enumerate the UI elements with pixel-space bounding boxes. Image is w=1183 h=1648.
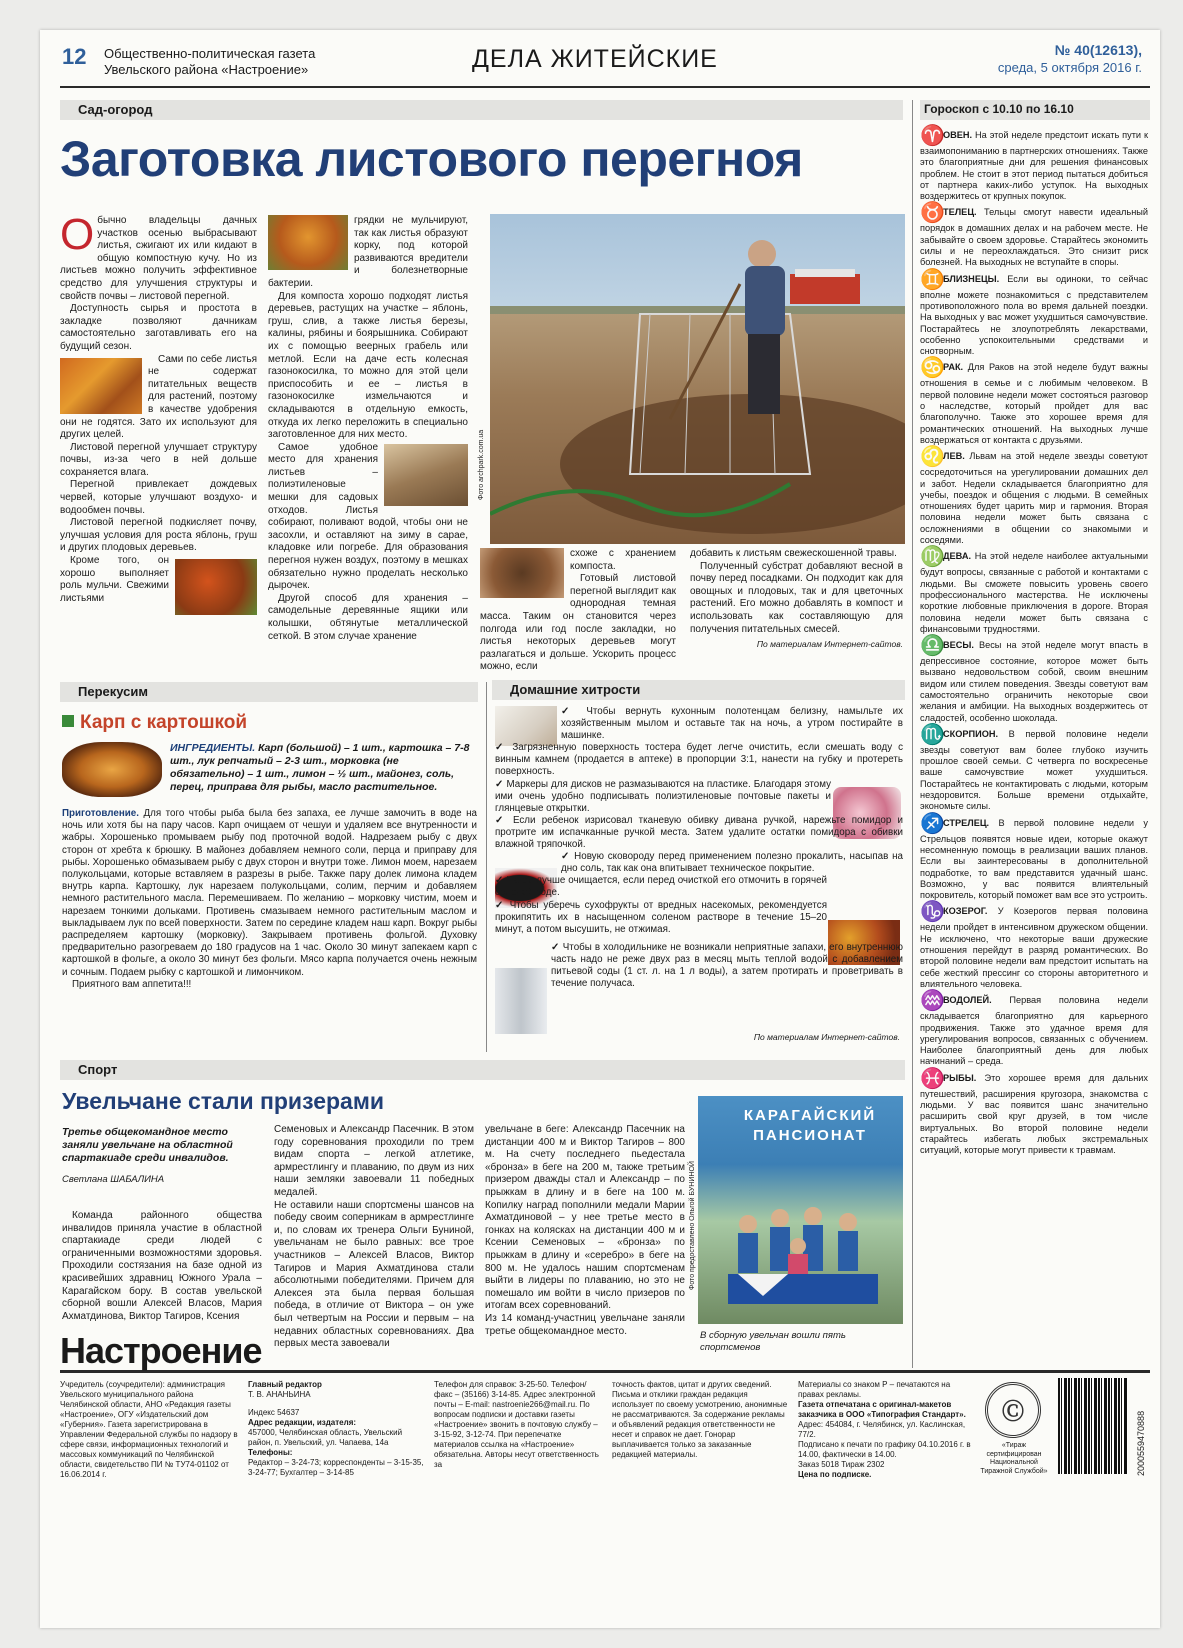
garden-paragraph: Кроме того, он хорошо выполняет роль мульчи. Свежими листьями bbox=[60, 555, 169, 604]
zodiac-sign-name: СКОРПИОН. bbox=[943, 728, 999, 739]
advert-note: Материалы со знаком Р – печатаются на правах рекламы. bbox=[798, 1380, 951, 1399]
checkmark-icon: ✓ bbox=[551, 941, 563, 953]
signed-to-print: Подписано к печати по графику 04.10.2016 г. в 14.00, фактически в 14.00. bbox=[798, 1440, 971, 1459]
checkmark-icon: ✓ bbox=[561, 706, 587, 717]
photo-man-raking-leaves bbox=[490, 214, 905, 544]
recipe-closing: Приятного вам аппетита!!! bbox=[72, 978, 192, 990]
tips-list bbox=[495, 706, 903, 990]
editorial-policy: точность фактов, цитат и других сведений. Письма и отклики граждан редакция использует по своему усмотрению, анонимные не рассматриваются. За содержание рекламы и объявлений редакция ответственности не несет и справок не дает. Гонорар выплачивается только за заказанные редакцией материалы. bbox=[612, 1380, 788, 1459]
zodiac-forecast-text: Весы на этой неделе могут впасть в депрессивное состояние, которое может быть вызвано недовольством собой, своим внешним видом или стилем поведения. Звезды советуют вам самостоятельно ограничить некоторые свои желания и амбиции. На выходных воздержитесь от сладостей, особенно шоколада. bbox=[920, 640, 1148, 723]
tip-item bbox=[551, 942, 903, 990]
photo-credit-garden: Фото archpark.com.ua bbox=[478, 429, 485, 500]
garden-paragraph: Готовый листовой перегной выглядит как однородная темная масса. Таким он становится через полгода или год после закладки, но листья некоторых деревьев могут разлагаться и дольше. Ускорить процесс можно, если bbox=[480, 573, 676, 673]
tip-text: Нагар лучше очищается, если перед очисткой его отмочить в горячей соленой воде. bbox=[495, 875, 827, 899]
zodiac-sign-icon: ♍ bbox=[920, 546, 945, 569]
preparation-label: Приготовление. bbox=[62, 808, 139, 819]
zodiac-sign-icon: ♈ bbox=[920, 125, 945, 147]
horoscope-entry bbox=[920, 126, 1148, 202]
rubric-garden: Сад-огород bbox=[60, 100, 903, 120]
checkmark-icon: ✓ bbox=[495, 814, 513, 826]
phones-label: Телефоны: bbox=[248, 1448, 293, 1457]
editor-label: Главный редактор bbox=[248, 1380, 322, 1389]
zodiac-sign-icon: ♏ bbox=[920, 723, 945, 746]
horoscope-entry bbox=[920, 547, 1148, 635]
garden-column-4 bbox=[690, 548, 903, 650]
sport-column-1 bbox=[62, 1210, 262, 1323]
green-square-icon bbox=[62, 715, 74, 727]
section-title: ДЕЛА ЖИТЕЙСКИЕ bbox=[472, 45, 718, 73]
issue-number: № 40(12613), bbox=[1054, 42, 1142, 58]
tip-text: Чтобы в холодильнике не возникали неприятные запахи, его внутреннюю часть надо не реже двух раз в месяц мыть теплой водой с добавлением питьевой соды (1 ст. л. на 1 л воды), а затем протирать и проветривать в течение получаса. bbox=[551, 941, 903, 990]
sport-column-2 bbox=[274, 1124, 474, 1351]
sport-paragraph: Семеновых и Александр Пасечник. В этом году соревнования проходили по трем видам спорта – легкой атлетике, армрестлингу и плаванию, по двум из них наши земляки завоевали 11 победных медалей. Не оставили наши спортсмены шансов на победу своим соперникам в армрестлинге и, по словам их тренера Ольги Буниной, увельчанам не было равных: все трое участников – Алексей Власов, Виктор Тагиров и Мария Ахматдинова стали абсолютными победителями. Причем для Алексея эта была первая большая победа, в отличие от Виктора – он уже был четвертым на России и первым – на недавних областных соревнованиях. Два первых места завоевали bbox=[274, 1124, 474, 1350]
horoscope-column bbox=[920, 126, 1148, 1157]
preparation-text: Для того чтобы рыба была без запаха, ее лучше замочить в воде на ночь или хотя бы на пару часов. Карп очищаем от чешуи и удаляем все внутренности и жабры. Хорошенько промываем рыбу под проточной водой. Надрезаем рыбу с двух сторон от хребта к брюшку. В майонез добавляем немного соли, перца и приправу для рыбы. Хорошенько обмазываем рыбу с двух сторон и внутри тоже. Лимон моем, нарезаем полукольцами, которые вставляем в разрезы в рыбе. Также пару долек лимона кладем внутрь карпа. Картошку, лук нарезаем полукольцами, солим, перчим и добавляем немного растительного масла. Перемешиваем. По желанию – морковку чистим, моем и нарезаем тонкими дольками. Противень смазываем немного растительным маслом и выкладываем лук по всей поверхности. Затем по середине кладем наш карп. Вокруг рыбы распределяем картошку (морковку). Закрываем противень фольгой. Духовку предварительно разогреваем до 180 градусов на 1 час. Около 30 минут запекаем карп с картошкой в фольге, а около 30 минут без фольги. Мясо карпа получается очень нежным и сочным. Подаем рыбку с картошкой и лимончиком. bbox=[62, 808, 477, 978]
zodiac-sign-icon: ♒ bbox=[920, 990, 945, 1013]
zodiac-sign-name: РЫБЫ. bbox=[943, 1072, 977, 1083]
photo-baked-carp bbox=[62, 742, 162, 797]
photo-apple-tree bbox=[268, 215, 348, 270]
zodiac-forecast-text: Если вы одиноки, то сейчас вполне можете познакомиться с представителем противоположного пола во время дальней поездки. На выходных у вас может ухудшиться самочувствие. Постарайтесь не злоупотреблять лекарствами, особенно успокоительными средствами и снотворным. bbox=[920, 273, 1148, 357]
article-title-garden: Заготовка листового перегноя bbox=[60, 131, 803, 187]
horoscope-entry bbox=[920, 270, 1148, 358]
horoscope-entry bbox=[920, 991, 1148, 1067]
zodiac-forecast-text: У Козерогов первая половина недели пройдет в интенсивном дружеском общении. Не исключено, что некоторые ваши дружеские отношения перейдут в разряд романтических. Во второй половине недели вам предстоит испытать на себе жесткий прессинг со стороны авторитетного и влиятельного человека. bbox=[920, 906, 1148, 989]
tip-item bbox=[561, 851, 903, 875]
garden-paragraph: Самое удобное место для хранения листьев – полиэтиленовые мешки для садовых отходов. Листья собирают, поливают водой, чтобы они не засохли, и оставляют на зиму в сарае, кладовке или погребе. Для образования перегноя нужен воздух, поэтому в мешках обязательно нужно проделать несколько дырочек. bbox=[268, 441, 468, 592]
column-rule bbox=[912, 100, 913, 1368]
zodiac-forecast-text: На этой неделе наиболее актуальными будут вопросы, связанные с работой и контактами с людьми. Вы сможете повысить уровень своего профессионального мастерства. Не исключены короткие любовные приключения в дороге. Вторая половина недели может быть связана с финансовыми трудностями. bbox=[920, 551, 1148, 634]
tip-item bbox=[495, 900, 827, 936]
garden-paragraph: Сами по себе листья не содержат питательных веществ для растений, поэтому в качестве удобрения они не годятся. Зато их используют для других целей. bbox=[60, 353, 257, 441]
checkmark-icon: ✓ bbox=[561, 851, 575, 863]
garden-paragraph: Доступность сырья и простота в закладке позволяют дачникам самостоятельно заготавливать его на будущий сезон. bbox=[60, 303, 257, 352]
drop-cap: О bbox=[60, 210, 95, 259]
zodiac-forecast-text: Львам на этой неделе звезды советуют сосредоточиться на урегулировании домашних дел и забот. Недели складывается благоприятно для учебы, поездок и общения с людьми. В семейных отношениях будет царить мир и гармония. Вторая половина недели может быть связана с осложнениями в общении со знакомыми и соседями. bbox=[920, 451, 1148, 546]
zodiac-forecast-text: В первой половине недели у Стрельцов появятся новые идеи, которые окажут несомненную помощь в реализации ваших планов. Если вы заинтересованы в дополнительной подработке, то вам представится удачный шанс. Возможно, у вас появится влиятельный покровитель, который поможет вам все это устроить. bbox=[920, 817, 1148, 901]
zodiac-sign-name: СТРЕЛЕЦ. bbox=[943, 817, 990, 828]
horoscope-entry bbox=[920, 203, 1148, 268]
rubric-sport: Спорт bbox=[60, 1060, 905, 1080]
garden-paragraph: схоже с хранением компоста. bbox=[570, 548, 676, 572]
rubric-tips: Домашние хитрости bbox=[492, 680, 905, 700]
printer-address: Адрес: 454084, г. Челябинск, ул. Каслинская, 77/2. bbox=[798, 1420, 966, 1439]
tip-item bbox=[495, 779, 831, 815]
printer-label: Газета отпечатана с оригинал-макетов заказчика в ООО «Типография Стандарт». bbox=[798, 1400, 966, 1419]
zodiac-sign-name: ВЕСЫ. bbox=[943, 640, 974, 651]
tip-item bbox=[495, 742, 903, 778]
garden-column-2 bbox=[268, 215, 468, 643]
zodiac-sign-name: ТЕЛЕЦ. bbox=[943, 207, 977, 218]
print-info bbox=[798, 1380, 978, 1480]
sport-author: Светлана ШАБАЛИНА bbox=[62, 1174, 165, 1185]
photo-caption: В сборную увельчан вошли пять спортсменов bbox=[700, 1330, 846, 1353]
editor-block bbox=[248, 1380, 428, 1478]
garden-paragraph: Листовой перегной подкисляет почву, улучшая условия для роста яблонь, груш и других плодовых деревьев. bbox=[60, 517, 257, 554]
photo-autumn-leaves bbox=[60, 358, 142, 414]
tip-text: Маркеры для дисков не размазываются на пластике. Благодаря этому ими очень удобно подписывать полиэтиленовые почтовые пакеты и глянцевые открытки. bbox=[495, 778, 831, 814]
sport-title: Увельчане стали призерами bbox=[62, 1088, 384, 1114]
garden-paragraph: Другой способ для хранения – самодельные деревянные ящики или колышки, обтянутые металлической сеткой. В этом случае хранение bbox=[268, 592, 468, 642]
header-rule bbox=[60, 86, 1150, 88]
zodiac-sign-name: РАК. bbox=[943, 362, 964, 373]
page-number: 12 bbox=[62, 44, 87, 69]
sport-paragraph: увельчане в беге: Александр Пасечник на дистанции 400 м и Виктор Тагиров – 800 м. На счету последнего пьедестала «бронза» в беге на 200 м, также третьим призером дважды стал и Александр – по прыжкам в длину и в беге на 100 м. Копилку наград пополнили медали Марии Ахматдиновой – у нее третье место в гонках на колясках на дистанции 400 м и Ксении Семеновых – «бронза» по прыжкам в длину и «серебро» в беге на 800 м. Не удалось нашим спортсменам выйти в лидеры по плаванию, но это не помешало им войти в число призеров по итогам всех соревнований. Из 14 команд-участниц увельчане заняли третье общекомандное место. bbox=[485, 1124, 685, 1337]
checkmark-icon: ✓ bbox=[495, 899, 510, 911]
tip-item bbox=[561, 706, 903, 742]
zodiac-sign-name: ЛЕВ. bbox=[943, 451, 965, 462]
garden-paragraph: Для компоста хорошо подходят листья деревьев, растущих на участке – яблонь, груш, слив, а также листья березы, калины, рябины и боярышника. Собирают их с помощью веерных грабель или метлой. Если на даче есть колесная газонокосилка, то можно для этой цели приспособить и ее – листья в газонокосилке измельчаются и складываются в отдельную емкость, откуда их легко переложить в специально заготовленное для них место. bbox=[268, 290, 468, 441]
price: Цена по подписке. bbox=[798, 1470, 872, 1479]
publisher-line-2: Увельского района «Настроение» bbox=[104, 62, 309, 77]
tip-item bbox=[495, 815, 903, 851]
zodiac-sign-name: ДЕВА. bbox=[943, 551, 972, 562]
photo-team bbox=[698, 1096, 903, 1324]
horoscope-entry bbox=[920, 725, 1148, 813]
zodiac-sign-icon: ♋ bbox=[920, 357, 945, 380]
zodiac-sign-name: ОВЕН. bbox=[943, 130, 973, 140]
zodiac-forecast-text: В первой половине недели звезды советуют вам более глубоко изучить прошлое своей семьи. С четверга по воскресенье ваше самочувствие может ухудшиться. Постарайтесь не контактировать с людьми, которым нездоровится. Больше времени отдыхайте, экономьте силы. bbox=[920, 728, 1148, 812]
founders-info: Учредитель (соучредители): администрация Увельского муниципального района Челябинской области, АНО «Редакция газеты «Настроение», ОГУ «Издательский дом «Губерния». Газета зарегистрирована в Управлении Федеральной службы по надзору в сфере связи, информационных технологий и массовых коммуникаций по Челябинской области, свидетельство ПИ № ТУ74-01102 от 16.06.2014 г. bbox=[60, 1380, 238, 1479]
source-note: По материалам Интернет-сайтов. bbox=[753, 1032, 900, 1042]
circulation-seal-icon: Ⓒ bbox=[985, 1382, 1041, 1438]
photo-scene bbox=[490, 214, 905, 544]
zodiac-sign-icon: ♓ bbox=[920, 1067, 945, 1090]
subscription-index: Индекс 54637 bbox=[248, 1408, 300, 1417]
contacts-info: Телефон для справок: 3-25-50. Телефон/факс – (35166) 3-14-85. Адрес электронной почты – E-mail: nastroenie266@mail.ru. По вопросам подписки и доставки газеты «Настроение» звонить в почтовую службу – 3-15-92, 3-12-74. При перепечатке материалов ссылка на «Настроение» обязательна. Авторы несут ответственность за bbox=[434, 1380, 599, 1469]
recipe-ingredients bbox=[170, 742, 475, 794]
column-rule bbox=[486, 682, 487, 1052]
horoscope-entry bbox=[920, 814, 1148, 902]
editor-name: Т. В. АНАНЬИНА bbox=[248, 1390, 311, 1399]
ingredients-label: ИНГРЕДИЕНТЫ. bbox=[170, 742, 256, 754]
seal-caption: «Тираж сертифицирован Национальной Тиражной Службой» bbox=[980, 1442, 1048, 1475]
checkmark-icon: ✓ bbox=[495, 875, 507, 887]
issue-date: среда, 5 октября 2016 г. bbox=[997, 60, 1142, 75]
rubric-recipe: Перекусим bbox=[60, 682, 478, 702]
recipe-title-text: Карп с картошкой bbox=[80, 712, 248, 733]
recipe-title bbox=[62, 712, 247, 734]
publisher-line-1: Общественно-политическая газета bbox=[104, 46, 316, 61]
tip-text: Чтобы уберечь сухофрукты от вредных насекомых, рекомендуется прокипятить их в насыщенном соленом растворе в течение 15–20 минут, а потом высушить, не отжимая. bbox=[495, 899, 827, 935]
tip-item bbox=[495, 875, 827, 899]
address-label: Адрес редакции, издателя: bbox=[248, 1418, 357, 1427]
zodiac-sign-icon: ♉ bbox=[920, 202, 945, 225]
photo-leaf-bags bbox=[384, 444, 468, 506]
zodiac-forecast-text: Это хорошее время для дальних путешествий, расширения кругозора, знакомства с людьми. У вас появится шанс значительно расширить свой круг друзей, в том числе виртуальных. Во второй половине недели старайтесь избегать любых экстремальных ситуаций, которые могут привести к травмам. bbox=[920, 1072, 1148, 1156]
rubric-horoscope: Гороскоп с 10.10 по 16.10 bbox=[920, 100, 1150, 120]
tip-text: Чтобы вернуть кухонным полотенцам белизну, намыльте их хозяйственным мылом и оставьте так на ночь, а утром постирайте в машинке. bbox=[561, 706, 903, 742]
zodiac-forecast-text: Первая половина недели складывается благоприятно для карьерного продвижения. Также это удачное время для урегулирования вопросов, связанных с обучением. Наиболее благоприятный день для любых начинаний – среда. bbox=[920, 995, 1148, 1067]
sport-lead: Третье общекомандное место заняли увельчане на областной спартакиаде среди инвалидов. bbox=[62, 1126, 233, 1164]
recipe-preparation bbox=[62, 808, 477, 991]
horoscope-entry bbox=[920, 358, 1148, 446]
checkmark-icon: ✓ bbox=[495, 742, 513, 754]
garden-paragraph: Листовой перегной улучшает структуру почвы, из-за чего в ней дольше сохраняется влага. bbox=[60, 441, 257, 478]
phones: Редактор – 3-24-73; корреспонденты – 3-15-35, 3-24-77; Бухгалтер – 3-14-85 bbox=[248, 1458, 424, 1477]
sport-paragraph: Команда районного общества инвалидов приняла участие в областной спартакиаде среди людей с ограниченными возможностями здоровья. Проходили состязания на базе одной из красивейших здравниц Южного Урала – Карагайском бору. В состав увельской сборной вошли Алексей Власов, Мария Ахматдинова, Виктор Тагиров, Ксения bbox=[62, 1210, 262, 1322]
checkmark-icon: ✓ bbox=[495, 778, 507, 790]
zodiac-forecast-text: Для Раков на этой неделе будут важны отношения в семье и с любимым человеком. В первой половине недели может состояться разговор о наследстве, который пройдет для вас благополучно. Также это хорошее время для романтических отношений. На выходных лучше воздержаться от контакта с друзьями. bbox=[920, 362, 1148, 445]
tip-text: Загрязненную поверхность тостера будет легче очистить, если смешать воду с винным камнем (продается в аптеке) в пропорции 3:1, нанести на губку и протереть поверхность. bbox=[495, 742, 903, 778]
horoscope-entry bbox=[920, 447, 1148, 546]
horoscope-entry bbox=[920, 636, 1148, 724]
barcode bbox=[1058, 1378, 1128, 1474]
photo-leaf-pile bbox=[175, 559, 257, 615]
zodiac-sign-icon: ♐ bbox=[920, 812, 945, 835]
garden-paragraph: грядки не мульчируют, так как листья образуют корку, под которой развиваются вредители и болезнетворные бактерии. bbox=[268, 215, 468, 289]
ingredients-text: Карп (большой) – 1 шт., картошка – 7-8 шт., лук репчатый – 2-3 шт., морковка (не обязательно) – 1 шт., лимон – ½ шт., майонез, соль, перец, приправа для рыбы, масло растительное. bbox=[170, 742, 470, 793]
zodiac-sign-icon: ♑ bbox=[920, 901, 945, 924]
zodiac-sign-icon: ♎ bbox=[920, 635, 945, 658]
tip-text: Если ребенок изрисовал тканевую обивку дивана ручкой, нарежьте помидор и протрите им испачканные ручкой места. Затем удалите остатки помидора с обивки влажной тряпочкой. bbox=[495, 814, 904, 851]
garden-column-1 bbox=[60, 210, 257, 617]
tip-text: Новую сковороду перед применением полезно прокалить, насыпав на дно соль, так как она впитывает техническое покрытие. bbox=[561, 851, 903, 875]
photo-credit-sport: Фото предоставлено Ольгой БУНИНОЙ bbox=[689, 1161, 696, 1290]
zodiac-sign-name: ВОДОЛЕЙ. bbox=[943, 995, 992, 1006]
garden-paragraph: Перегной привлекает дождевых червей, которые улучшают воздухо- и водообмен почвы. bbox=[60, 479, 257, 516]
zodiac-sign-name: БЛИЗНЕЦЫ. bbox=[943, 273, 1000, 284]
zodiac-sign-name: КОЗЕРОГ. bbox=[943, 906, 988, 917]
horoscope-entry bbox=[920, 1069, 1148, 1157]
order-circulation: Заказ 5018 Тираж 2302 bbox=[798, 1460, 885, 1469]
masthead: Настроение bbox=[60, 1330, 262, 1371]
zodiac-forecast-text: На этой неделе предстоит искать пути к взаимопониманию в партнерских отношениях. Также это благоприятные дни для решения финансовых проблем. Не стоит в этот период пытаться добиться от партнера каких-либо уступок. На выходных воздержитесь от крупных покупок. bbox=[920, 130, 1148, 202]
address: 457000, Челябинская область, Увельский район, п. Увельский, ул. Чапаева, 14а bbox=[248, 1428, 403, 1447]
garden-paragraph: Полученный субстрат добавляют весной в почву перед посадками. Он подходит как для овощных и плодовых, так и для цветочных растений. Его можно добавлять в компост и использовать как составляющую для получения питательных смесей. bbox=[690, 560, 903, 635]
source-note: По материалам Интернет-сайтов. bbox=[756, 639, 903, 650]
garden-column-3 bbox=[480, 548, 676, 674]
sport-column-3 bbox=[485, 1124, 685, 1338]
garden-paragraph: бычно владельцы дачных участков осенью выбрасывают листья, сжигают их или кидают в общую компостную кучу. Но из листьев можно получить эффективное средство для улучшения структуры и свойств почвы – листовой перегной. bbox=[60, 215, 257, 302]
garden-paragraph: добавить к листьям свежескошенной травы. bbox=[690, 548, 897, 559]
photo-humus-hands bbox=[480, 548, 564, 598]
horoscope-entry bbox=[920, 902, 1148, 990]
photo-team-figures bbox=[698, 1096, 903, 1324]
zodiac-sign-icon: ♊ bbox=[920, 268, 945, 291]
barcode-number: 2000559470888 bbox=[1136, 1410, 1146, 1476]
newspaper-page bbox=[40, 30, 1160, 1628]
zodiac-sign-icon: ♌ bbox=[920, 446, 945, 469]
pansionat-sign: КАРАГАЙСКИЙ ПАНСИОНАТ bbox=[743, 1107, 877, 1144]
zodiac-forecast-text: Тельцы смогут навести идеальный порядок в домашних делах и на рабочем месте. Не забывайте о своем здоровье. Старайтесь экономить силы и не переохлаждаться. Это снизит риск болезней. На выходных не вступайте в споры. bbox=[920, 207, 1148, 268]
